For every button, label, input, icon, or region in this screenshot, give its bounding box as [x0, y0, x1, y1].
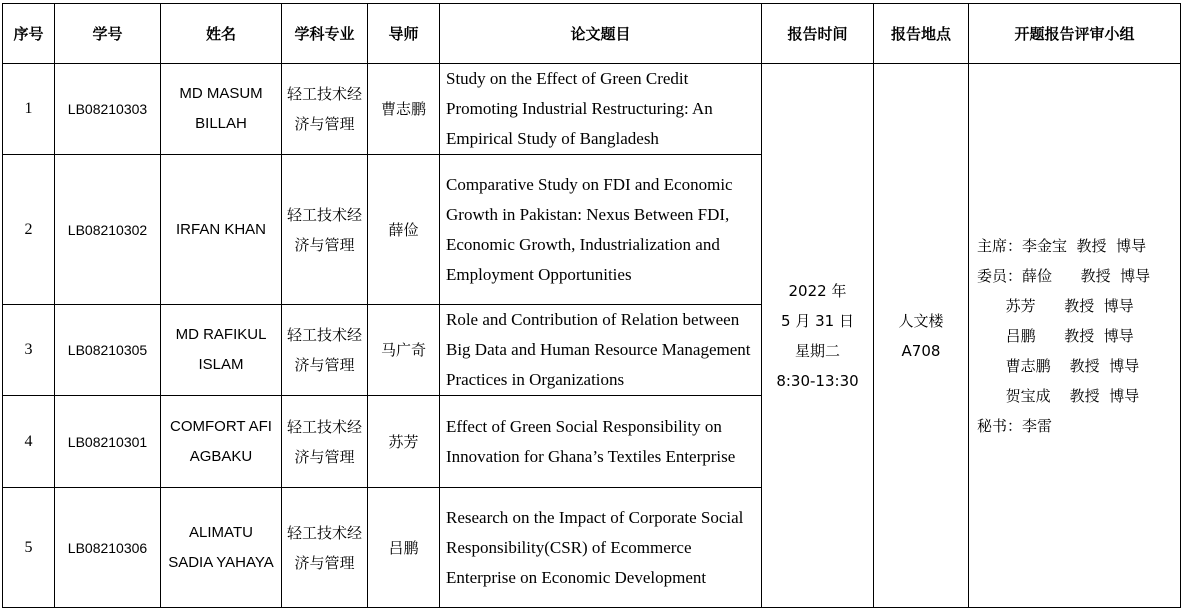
header-seq: 序号 [3, 4, 55, 64]
row-name: MD RAFIKUL ISLAM [161, 305, 282, 396]
row-seq: 5 [3, 488, 55, 608]
row-advisor: 曹志鹏 [368, 64, 440, 155]
row-advisor: 苏芳 [368, 396, 440, 488]
report-location-line: 人文楼 [898, 311, 944, 330]
review-panel-line: 曹志鹏 教授 博导 [977, 356, 1140, 375]
review-panel-line: 委员：薛俭 教授 博导 [977, 266, 1151, 285]
header-advisor: 导师 [368, 4, 440, 64]
row-name: MD MASUM BILLAH [161, 64, 282, 155]
row-major: 轻工技术经济与管理 [282, 64, 368, 155]
row-student-id: LB08210302 [55, 155, 161, 305]
row-major: 轻工技术经济与管理 [282, 488, 368, 608]
row-advisor: 马广奇 [368, 305, 440, 396]
row-student-id: LB08210305 [55, 305, 161, 396]
header-student-id: 学号 [55, 4, 161, 64]
header-report-time: 报告时间 [762, 4, 874, 64]
row-major: 轻工技术经济与管理 [282, 155, 368, 305]
header-report-location: 报告地点 [874, 4, 969, 64]
row-seq: 3 [3, 305, 55, 396]
row-name: IRFAN KHAN [161, 155, 282, 305]
thesis-proposal-schedule-table [2, 3, 1181, 608]
row-thesis-title: Comparative Study on FDI and Economic Growth in Pakistan: Nexus Between FDI, Economic Growth, Industrialization and Employment Opportunities [440, 155, 762, 305]
row-seq: 2 [3, 155, 55, 305]
row-name: COMFORT AFI AGBAKU [161, 396, 282, 488]
table-header-row [3, 4, 1181, 64]
report-location-line: A708 [901, 341, 941, 360]
report-time-cell [762, 64, 874, 608]
header-name: 姓名 [161, 4, 282, 64]
review-panel-line: 吕鹏 教授 博导 [977, 326, 1134, 345]
row-major: 轻工技术经济与管理 [282, 396, 368, 488]
row-thesis-title: Research on the Impact of Corporate Social Responsibility(CSR) of Ecommerce Enterprise on Economic Development [440, 488, 762, 608]
row-student-id: LB08210303 [55, 64, 161, 155]
review-panel-cell [969, 64, 1181, 608]
row-thesis-title: Role and Contribution of Relation between Big Data and Human Resource Management Practices in Organizations [440, 305, 762, 396]
review-panel-line: 主席：李金宝 教授 博导 [977, 236, 1147, 255]
row-name: ALIMATU SADIA YAHAYA [161, 488, 282, 608]
row-advisor: 薛俭 [368, 155, 440, 305]
row-advisor: 吕鹏 [368, 488, 440, 608]
report-time-line: 星期二 [794, 341, 840, 360]
report-location-cell [874, 64, 969, 608]
row-seq: 4 [3, 396, 55, 488]
row-student-id: LB08210306 [55, 488, 161, 608]
header-thesis-title: 论文题目 [440, 4, 762, 64]
review-panel-line: 苏芳 教授 博导 [977, 296, 1134, 315]
row-major: 轻工技术经济与管理 [282, 305, 368, 396]
review-panel-line: 秘书：李雷 [977, 416, 1053, 435]
row-thesis-title: Effect of Green Social Responsibility on Innovation for Ghana’s Textiles Enterprise [440, 396, 762, 488]
header-review-panel: 开题报告评审小组 [969, 4, 1181, 64]
row-student-id: LB08210301 [55, 396, 161, 488]
report-time-line: 2022 年 [788, 281, 847, 300]
report-time-line: 8:30-13:30 [776, 371, 859, 390]
header-major: 学科专业 [282, 4, 368, 64]
review-panel-line: 贺宝成 教授 博导 [977, 386, 1140, 405]
table-row [3, 64, 1181, 155]
row-thesis-title: Study on the Effect of Green Credit Promoting Industrial Restructuring: An Empirical Study of Bangladesh [440, 64, 762, 155]
row-seq: 1 [3, 64, 55, 155]
report-time-line: 5 月 31 日 [781, 311, 854, 330]
